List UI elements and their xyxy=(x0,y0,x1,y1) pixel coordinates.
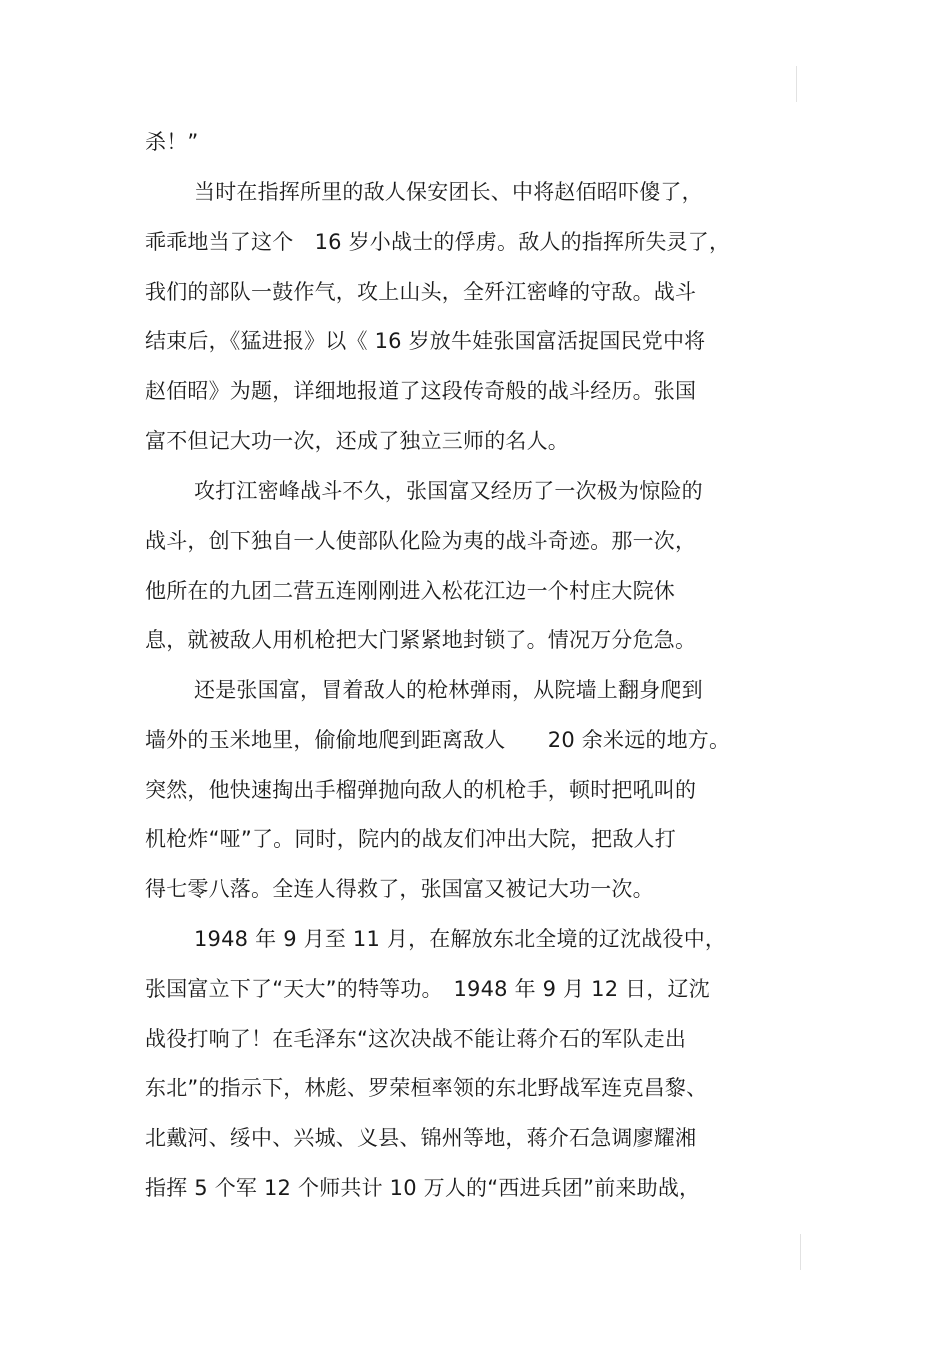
text-line-9: 战斗，创下独自一人使部队化险为夷的战斗奇迹。那一次， xyxy=(145,529,697,553)
text-line-10: 他所在的九团二营五连刚刚进入松花江边一个村庄大院休 xyxy=(145,579,675,603)
text-line-5: 结束后，《猛进报》以《 16 岁放牛娃张国富活捉国民党中将 xyxy=(145,329,706,353)
text-line-14: 突然，他快速掏出手榴弹抛向敌人的机枪手，顿时把吼叫的 xyxy=(145,778,697,802)
text-line-16: 得七零八落。全连人得救了，张国富又被记大功一次。 xyxy=(145,877,654,901)
text-line-7: 富不但记大功一次，还成了独立三师的名人。 xyxy=(145,429,569,453)
text-line-18: 张国富立下了“天大”的特等功。 1948 年 9 月 12 日，辽沈 xyxy=(145,977,710,1001)
page-edge-mark-bottom xyxy=(800,1234,801,1270)
text-line-3: 乖乖地当了这个 16 岁小战士的俘虏。敌人的指挥所失灵了， xyxy=(145,230,731,254)
page-edge-mark-top xyxy=(796,66,797,102)
text-line-12: 还是张国富，冒着敌人的枪林弹雨，从院墙上翻身爬到 xyxy=(194,678,703,702)
text-line-4: 我们的部队一鼓作气，攻上山头，全歼江密峰的守敌。战斗 xyxy=(145,280,697,304)
text-line-13: 墙外的玉米地里，偷偷地爬到距离敌人 20 余米远的地方。 xyxy=(145,728,731,752)
text-line-1: 杀！” xyxy=(145,130,199,154)
text-line-11: 息，就被敌人用机枪把大门紧紧地封锁了。情况万分危急。 xyxy=(145,628,697,652)
text-line-22: 指挥 5 个军 12 个师共计 10 万人的“西进兵团”前来助战， xyxy=(145,1176,701,1200)
text-line-17: 1948 年 9 月至 11 月，在解放东北全境的辽沈战役中， xyxy=(194,927,727,951)
text-line-15: 机枪炸“哑”了。同时，院内的战友们冲出大院，把敌人打 xyxy=(145,827,676,851)
text-line-2: 当时在指挥所里的敌人保安团长、中将赵佰昭吓傻了， xyxy=(194,180,703,204)
text-line-6: 赵佰昭》为题，详细地报道了这段传奇般的战斗经历。张国 xyxy=(145,379,697,403)
text-line-8: 攻打江密峰战斗不久，张国富又经历了一次极为惊险的 xyxy=(194,479,703,503)
text-line-21: 北戴河、绥中、兴城、义县、锦州等地，蒋介石急调廖耀湘 xyxy=(145,1126,697,1150)
text-line-19: 战役打响了！在毛泽东“这次决战不能让蒋介石的军队走出 xyxy=(145,1027,687,1051)
text-line-20: 东北”的指示下，林彪、罗荣桓率领的东北野战军连克昌黎、 xyxy=(145,1076,708,1100)
